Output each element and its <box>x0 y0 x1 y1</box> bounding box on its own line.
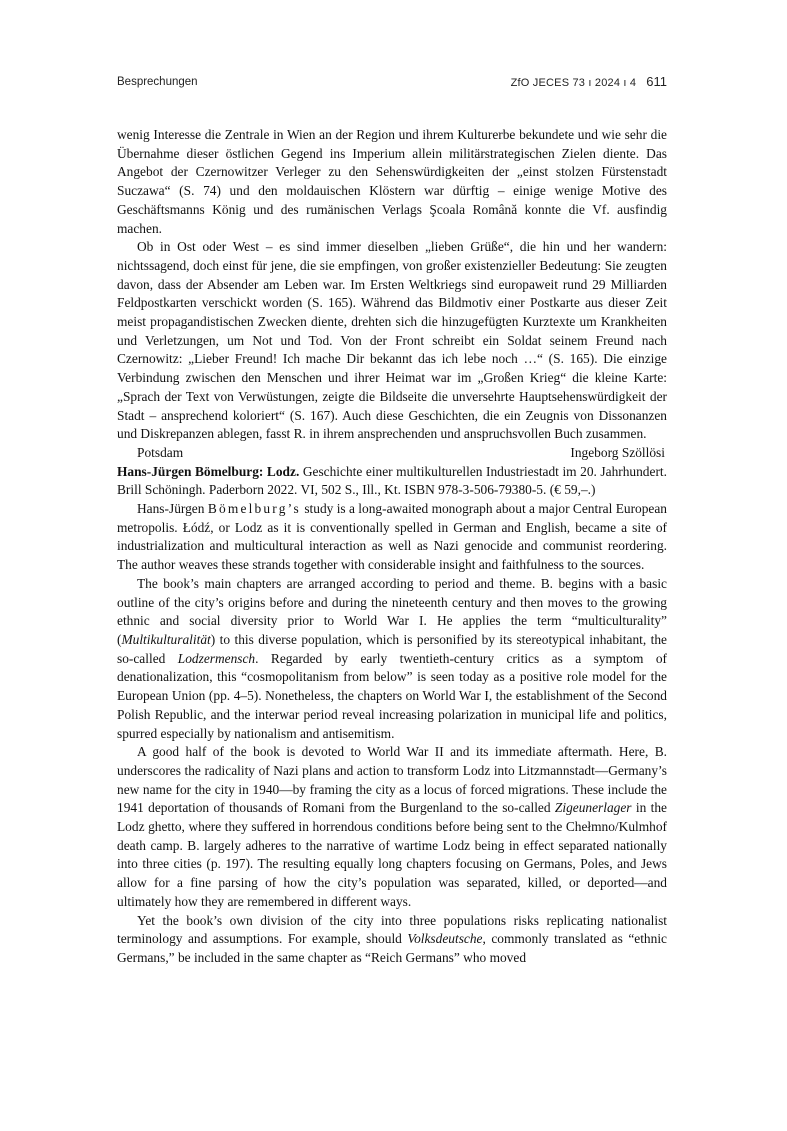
review2-paragraph-2 <box>117 575 667 743</box>
review2-paragraph-4 <box>117 912 667 968</box>
italic-term: Multikulturalität <box>121 631 211 647</box>
italic-term: Zigeunerlager <box>554 800 632 816</box>
review2-paragraph-3 <box>117 743 667 911</box>
section-title: Besprechungen <box>117 76 198 88</box>
text-run: in the Lodz ghetto, where they suffered in horrendous conditions before being sent to the Chełmno/Kulmhof death camp. B. largely adheres to the narrative of wartime Lodz being in effect separated nationally into three cities (p. 197). The resulting equally long chapters focusing on Germans, Poles, and Jews allow for a fine parsing of how the city’s population was separated, killed, or deported—and ultimately how they are remembered in different ways. <box>117 800 667 909</box>
page-number: 611 <box>646 74 667 89</box>
author-last-name-spaced: Bömelburg’s <box>207 501 301 517</box>
text-run: A good half of the book is devoted to World War II and its immediate aftermath. Here, B. underscores the radicality of Nazi plans and action to transform Lodz into Litzmannstadt—Germany’s new name for the city in 1940—by framing the city as a locus of forced migrations. These include the 1941 deportation of thousands of Romani from the Burgenland to the so-called <box>117 744 667 816</box>
text-run: Yet the book’s own division of the city into three populations risks replicating nationalist terminology and assumptions. For example, should <box>117 912 667 947</box>
review2-bibliography <box>117 463 667 500</box>
text-run: . Regarded by early twentieth-century critics as a symptom of denationalization, this “cosmopolitanism from below” is seen today as a positive role model for the European Union (pp. 4–5). Nonetheless, the chapters on World War I, the establishment of the Second Polish Republic, and the interwar period reveal increasing polarization in municipal life and politics, spurred especially by nationalism and antisemitism. <box>117 650 667 741</box>
text-run: , commonly translated as “ethnic Germans,” be included in the same chapter as “Reich Germans” who moved <box>117 931 667 965</box>
review1-reviewer: Ingeborg Szöllösi <box>570 444 665 460</box>
text-run: ) to this diverse population, which is personified by its stereotypical inhabitant, the so-called <box>117 631 667 666</box>
review1-signature <box>117 444 667 463</box>
review2-paragraph-1 <box>117 500 667 575</box>
italic-term: Lodzermensch <box>177 650 256 666</box>
journal-info <box>511 74 667 89</box>
running-header <box>117 74 667 92</box>
page-body <box>117 126 667 968</box>
journal-issue: ZfO JECES 73 ı 2024 ı 4 <box>510 77 637 89</box>
review1-paragraph-1: wenig Interesse die Zentrale in Wien an der Region und ihrem Kulturerbe bekundete und wie sehr die Übernahme dieser östlichen Gegend ins Imperium allein militärstrategischen Zielen diente. Das Angebot der Czernowitzer Verleger zu den Sehenswürdigkeiten der „einst stolzen Fürstenstadt Suczawa“ (S. 74) und den moldauischen Klöstern war dürftig – einige wenige Motive des Geschäftsmanns König und des rumänischen Verlags Şcoala Română konnte die Vf. ausfindig machen. <box>117 127 667 236</box>
text-run: The book’s main chapters are arranged according to period and theme. B. begins with a basic outline of the city’s origins before and during the nineteenth century and then moves to the growing ethnic and social diversity prior to World War I. He applies the term “multiculturality” ( <box>117 575 667 647</box>
review1-paragraph-2: Ob in Ost oder West – es sind immer dieselben „lieben Grüße“, die hin und her wandern: nichtssagend, doch einst für jene, die sie empfingen, von großer existenzieller Bedeutung: Sie zeugten davon, dass der Absender am Leben war. Im Ersten Weltkriegs sind europaweit rund 29 Milliarden Feldpostkarten verschickt worden (S. 165). Während das Bildmotiv einer Postkarte aus dieser Zeit meist propagandistischen Zwecken diente, drehten sich die hinzugefügten Kurztexte um Krankheiten und Verletzungen, um Not und Tod. Von der Front schreibt ein Soldat seinem Freund nach Czernowitz: „Lieber Freund! Ich mache Dir bekannt das ich lebe noch …“ (S. 165). Die einzige Verbindung zwischen den Menschen und ihrer Heimat war im „Großen Krieg“ die kleine Karte: „Sprach der Text von Verwüstungen, zeigte die Bildseite die unversehrte Hauptsehenswürdigkeit der Stadt – ansprechend koloriert“ (S. 167). Auch diese Geschichten, die ein Zeugnis von Dissonanzen und Diskrepanzen ablegen, fasst R. in ihrem ansprechenden und anspruchsvollen Buch zusammen. <box>117 239 667 442</box>
review2-author-title: Hans-Jürgen Bömelburg: Lodz. <box>117 463 300 479</box>
italic-term: Volksdeutsche <box>407 931 483 947</box>
review1-place: Potsdam <box>137 444 184 460</box>
review2-paragraph-1-text: study is a long-awaited monograph about a major Central European metropolis. Łódź, or Lodz as it is conventionally spelled in German and English, became a site of industrialization and multicultural interaction as well as Nazi genocide and communist reordering. The author weaves these strands together with considerable insight and faithfulness to the sources. <box>117 501 668 573</box>
author-first-name: Hans-Jürgen <box>137 501 205 517</box>
review2-bib-details: Geschichte einer multikulturellen Industriestadt im 20. Jahrhundert. Brill Schöningh. Paderborn 2022. VI, 502 S., Ill., Kt. ISBN 978-3-506-79380-5. (€ 59,–.) <box>117 463 667 498</box>
